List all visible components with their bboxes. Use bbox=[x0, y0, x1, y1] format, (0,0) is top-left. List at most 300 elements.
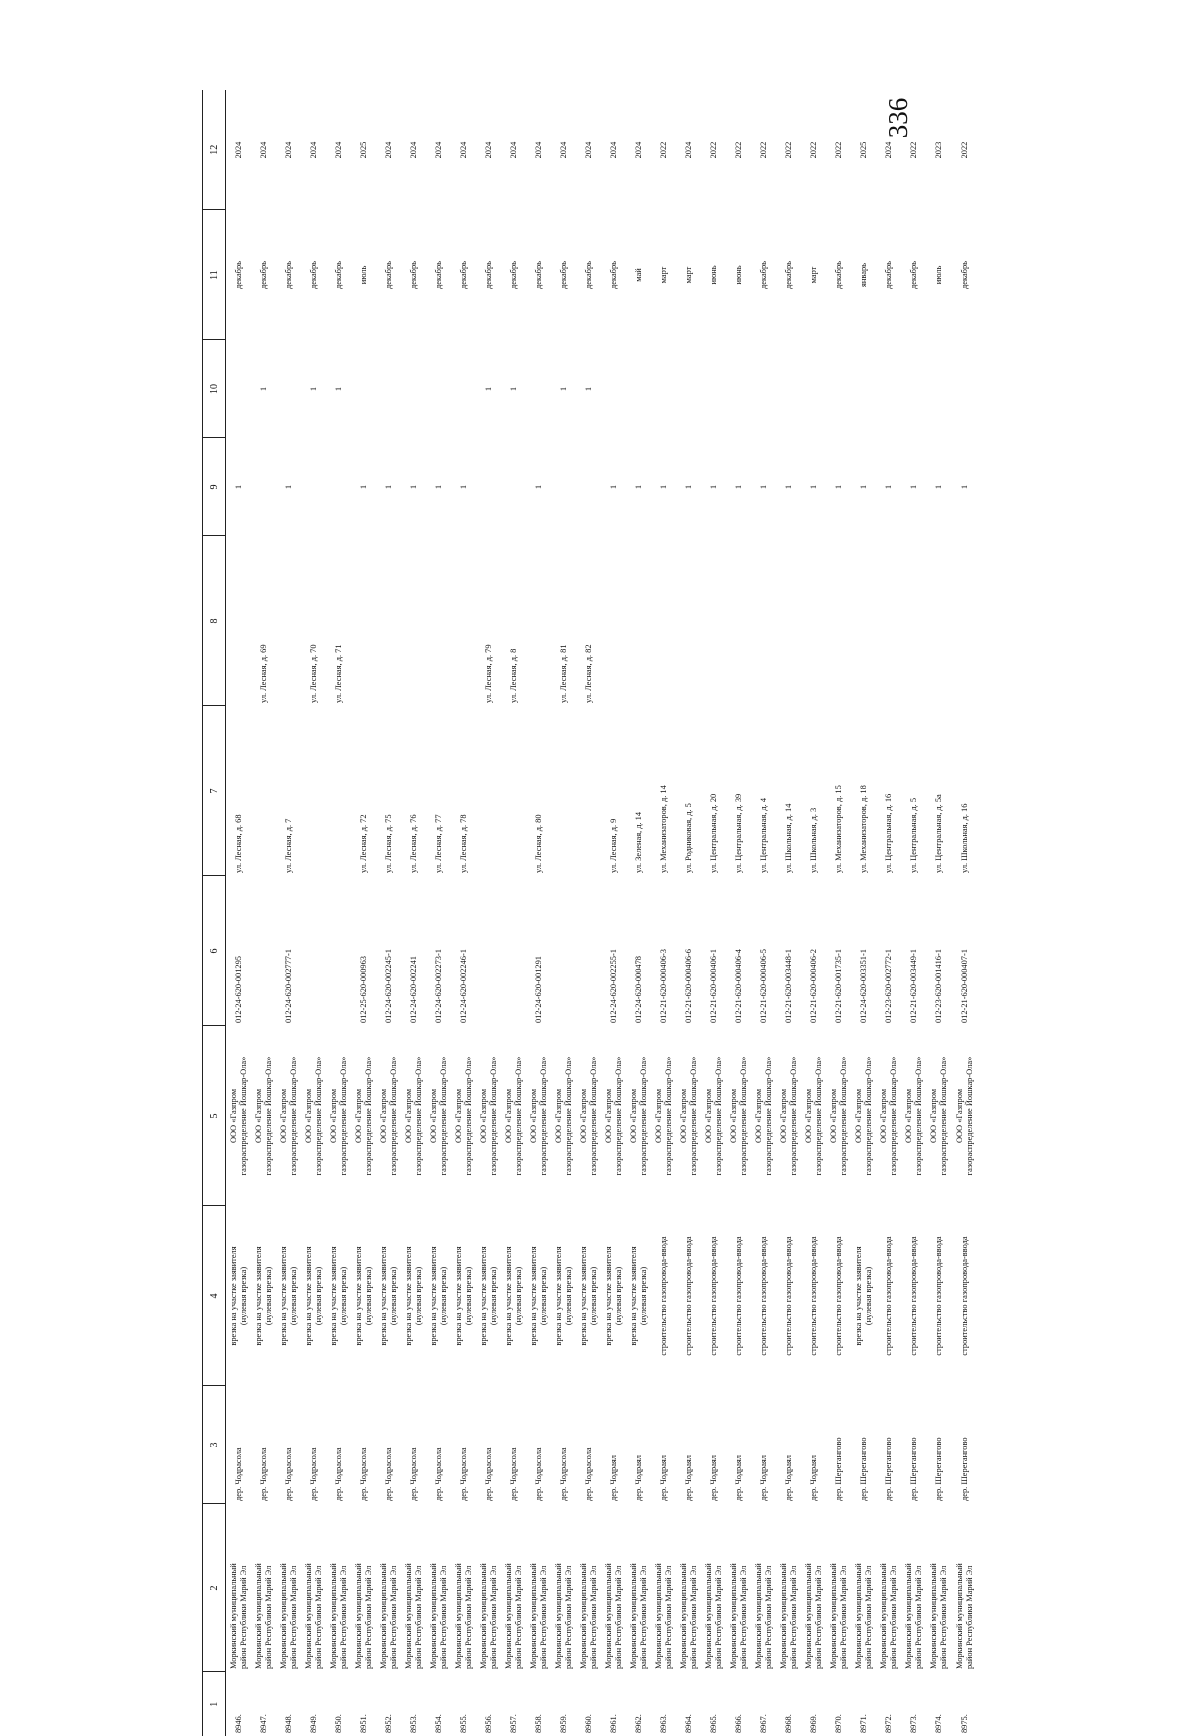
district-text-line: район Республики Марий Эл bbox=[738, 1565, 748, 1669]
address-cell-col8 bbox=[926, 536, 951, 706]
table-row bbox=[901, 90, 926, 1736]
application-id-cell bbox=[576, 876, 601, 1026]
row-number-cell: 8950. bbox=[333, 1714, 343, 1733]
count-cell-col10 bbox=[526, 340, 551, 438]
organization-text-line: газораспределение Йошкар-Ола» bbox=[738, 1056, 748, 1176]
district-cell bbox=[226, 1504, 252, 1672]
district-cell bbox=[651, 1504, 676, 1672]
settlement-cell: дер. Чодраял bbox=[708, 1455, 718, 1501]
address-cell-col7 bbox=[576, 706, 601, 876]
count-cell-col10: 1 bbox=[333, 386, 343, 392]
column-number-row bbox=[203, 90, 226, 1736]
row-number-cell: 8966. bbox=[733, 1714, 743, 1733]
month-cell: декабрь bbox=[758, 261, 768, 289]
year-cell: 2024 bbox=[533, 141, 543, 159]
row-number-cell: 8962. bbox=[633, 1714, 643, 1733]
address-cell-col7: ул. Зеленая, д. 14 bbox=[633, 811, 643, 873]
col-header-11: 11 bbox=[203, 210, 226, 340]
work-type-text-line: строительство газопровода-ввода bbox=[833, 1236, 843, 1356]
work-type-cell bbox=[276, 1206, 301, 1386]
address-cell-col7: ул. Лесная, д. 75 bbox=[383, 814, 393, 873]
address-cell-col8 bbox=[376, 536, 401, 706]
organization-text-line: ООО «Газпром bbox=[778, 1088, 788, 1144]
district-text-line: Моркинский муниципальный bbox=[553, 1563, 563, 1669]
month-cell: май bbox=[633, 268, 643, 282]
work-type-text-line: строительство газопровода-ввода bbox=[733, 1236, 743, 1356]
organization-text-line: газораспределение Йошкар-Ола» bbox=[363, 1056, 373, 1176]
district-text-line: район Республики Марий Эл bbox=[788, 1565, 798, 1669]
year-cell: 2022 bbox=[733, 141, 743, 159]
settlement-cell: дер. Чодрасола bbox=[233, 1447, 243, 1501]
count-cell-col9 bbox=[551, 438, 576, 536]
organization-cell bbox=[651, 1026, 676, 1206]
year-cell: 2024 bbox=[633, 141, 643, 159]
row-number-cell: 8973. bbox=[908, 1714, 918, 1733]
organization-cell bbox=[601, 1026, 626, 1206]
work-type-text-line: строительство газопровода-ввода bbox=[783, 1236, 793, 1356]
count-cell-col10 bbox=[726, 340, 751, 438]
address-cell-col8 bbox=[701, 536, 726, 706]
address-cell-col8: ул. Лесная, д. 8 bbox=[508, 648, 518, 703]
count-cell-col10 bbox=[451, 340, 476, 438]
organization-text-line: ООО «Газпром bbox=[753, 1088, 763, 1144]
district-text-line: район Республики Марий Эл bbox=[688, 1565, 698, 1669]
row-number-cell: 8958. bbox=[533, 1714, 543, 1733]
table-row bbox=[476, 90, 501, 1736]
count-cell-col9: 1 bbox=[283, 484, 293, 490]
count-cell-col9: 1 bbox=[783, 484, 793, 490]
application-id-cell: 012-21-620-000406-1 bbox=[708, 949, 718, 1023]
table-row bbox=[776, 90, 801, 1736]
work-type-cell bbox=[676, 1206, 701, 1386]
table-row bbox=[951, 90, 979, 1736]
district-text-line: Моркинский муниципальный bbox=[903, 1563, 913, 1669]
district-text-line: район Республики Марий Эл bbox=[563, 1565, 573, 1669]
work-type-text-line: врезка на участке заявителя bbox=[378, 1246, 388, 1346]
organization-text-line: ООО «Газпром bbox=[878, 1088, 888, 1144]
month-cell: декабрь bbox=[558, 261, 568, 289]
work-type-cell bbox=[251, 1206, 276, 1386]
count-cell-col9: 1 bbox=[858, 484, 868, 490]
address-cell-col7: ул. Лесная, д. 72 bbox=[358, 814, 368, 873]
district-text-line: Моркинский муниципальный bbox=[278, 1563, 288, 1669]
organization-text-line: ООО «Газпром bbox=[403, 1088, 413, 1144]
organization-text-line: газораспределение Йошкар-Ола» bbox=[288, 1056, 298, 1176]
district-text-line: район Республики Марий Эл bbox=[638, 1565, 648, 1669]
work-type-cell bbox=[351, 1206, 376, 1386]
address-cell-col8: ул. Лесная, д. 71 bbox=[333, 644, 343, 703]
table-row bbox=[251, 90, 276, 1736]
work-type-text-line: врезка на участке заявителя bbox=[228, 1246, 238, 1346]
count-cell-col9: 1 bbox=[658, 484, 668, 490]
district-text-line: район Республики Марий Эл bbox=[965, 1565, 974, 1669]
month-cell: декабрь bbox=[233, 261, 243, 289]
organization-cell bbox=[951, 1026, 979, 1206]
address-cell-col8 bbox=[776, 536, 801, 706]
organization-text-line: ООО «Газпром bbox=[228, 1088, 238, 1144]
work-type-text-line: врезка на участке заявителя bbox=[253, 1246, 263, 1346]
year-cell: 2023 bbox=[933, 141, 943, 159]
work-type-text-line: врезка на участке заявителя bbox=[328, 1246, 338, 1346]
work-type-cell bbox=[701, 1206, 726, 1386]
organization-text-line: ООО «Газпром bbox=[278, 1088, 288, 1144]
count-cell-col10 bbox=[276, 340, 301, 438]
year-cell: 2022 bbox=[833, 141, 843, 159]
count-cell-col9: 1 bbox=[833, 484, 843, 490]
count-cell-col10 bbox=[401, 340, 426, 438]
address-cell-col8 bbox=[601, 536, 626, 706]
count-cell-col9: 1 bbox=[933, 484, 943, 490]
application-id-cell: 012-24-620-003351-1 bbox=[858, 949, 868, 1023]
settlement-cell: дер. Чодраял bbox=[608, 1455, 618, 1501]
col-header-6: 6 bbox=[203, 876, 226, 1026]
address-cell-col8 bbox=[651, 536, 676, 706]
district-text-line: район Республики Марий Эл bbox=[713, 1565, 723, 1669]
month-cell: декабрь bbox=[883, 261, 893, 289]
count-cell-col9: 1 bbox=[458, 484, 468, 490]
count-cell-col10: 1 bbox=[558, 386, 568, 392]
organization-text-line: газораспределение Йошкар-Ола» bbox=[788, 1056, 798, 1176]
organization-cell bbox=[526, 1026, 551, 1206]
year-cell: 2024 bbox=[233, 141, 243, 159]
settlement-cell: дер. Чодраял bbox=[758, 1455, 768, 1501]
organization-text-line: ООО «Газпром bbox=[853, 1088, 863, 1144]
work-type-text-line: строительство газопровода-ввода bbox=[808, 1236, 818, 1356]
settlement-cell: дер. Чодраял bbox=[733, 1455, 743, 1501]
month-cell: декабрь bbox=[408, 261, 418, 289]
organization-text-line: газораспределение Йошкар-Ола» bbox=[313, 1056, 323, 1176]
work-type-text-line: (нулевая врезка) bbox=[488, 1266, 498, 1326]
district-text-line: район Республики Марий Эл bbox=[413, 1565, 423, 1669]
table-row bbox=[301, 90, 326, 1736]
application-id-cell: 012-24-620-002273-1 bbox=[433, 949, 443, 1023]
settlement-cell: дер. Шерегангово bbox=[933, 1437, 943, 1501]
work-type-text-line: (нулевая врезка) bbox=[363, 1266, 373, 1326]
district-text-line: Моркинский муниципальный bbox=[878, 1563, 888, 1669]
organization-cell bbox=[751, 1026, 776, 1206]
application-id-cell: 012-21-620-003448-1 bbox=[783, 949, 793, 1023]
district-cell bbox=[901, 1504, 926, 1672]
address-cell-col7: ул. Лесная, д. 7 bbox=[283, 818, 293, 873]
organization-text-line: газораспределение Йошкар-Ола» bbox=[888, 1056, 898, 1176]
address-cell-col7 bbox=[476, 706, 501, 876]
district-text-line: Моркинский муниципальный bbox=[478, 1563, 488, 1669]
table-row bbox=[826, 90, 851, 1736]
table-row bbox=[501, 90, 526, 1736]
address-cell-col8 bbox=[826, 536, 851, 706]
application-id-cell bbox=[501, 876, 526, 1026]
row-number-cell: 8951. bbox=[358, 1714, 368, 1733]
work-type-text-line: строительство газопровода-ввода bbox=[960, 1236, 970, 1356]
district-text-line: район Республики Марий Эл bbox=[488, 1565, 498, 1669]
organization-text-line: газораспределение Йошкар-Ола» bbox=[388, 1056, 398, 1176]
settlement-cell: дер. Шерегангово bbox=[858, 1437, 868, 1501]
count-cell-col9 bbox=[476, 438, 501, 536]
work-type-text-line: (нулевая врезка) bbox=[388, 1266, 398, 1326]
work-type-text-line: врезка на участке заявителя bbox=[303, 1246, 313, 1346]
district-cell bbox=[276, 1504, 301, 1672]
month-cell: декабрь bbox=[533, 261, 543, 289]
month-cell: декабрь bbox=[508, 261, 518, 289]
count-cell-col9: 1 bbox=[533, 484, 543, 490]
count-cell-col10 bbox=[826, 340, 851, 438]
count-cell-col10 bbox=[426, 340, 451, 438]
organization-text-line: газораспределение Йошкар-Ола» bbox=[538, 1056, 548, 1176]
work-type-cell bbox=[226, 1206, 252, 1386]
organization-cell bbox=[826, 1026, 851, 1206]
month-cell: декабрь bbox=[433, 261, 443, 289]
table-row bbox=[926, 90, 951, 1736]
organization-cell bbox=[326, 1026, 351, 1206]
district-cell bbox=[926, 1504, 951, 1672]
organization-cell bbox=[626, 1026, 651, 1206]
organization-cell bbox=[376, 1026, 401, 1206]
district-text-line: район Республики Марий Эл bbox=[263, 1565, 273, 1669]
count-cell-col9 bbox=[251, 438, 276, 536]
table-row bbox=[376, 90, 401, 1736]
district-text-line: район Республики Марий Эл bbox=[438, 1565, 448, 1669]
address-cell-col8 bbox=[526, 536, 551, 706]
year-cell: 2024 bbox=[508, 141, 518, 159]
organization-text-line: газораспределение Йошкар-Ола» bbox=[638, 1056, 648, 1176]
count-cell-col10 bbox=[926, 340, 951, 438]
organization-cell bbox=[776, 1026, 801, 1206]
organization-text-line: ООО «Газпром bbox=[828, 1088, 838, 1144]
work-type-text-line: врезка на участке заявителя bbox=[278, 1246, 288, 1346]
count-cell-col9: 1 bbox=[608, 484, 618, 490]
col-header-8: 8 bbox=[203, 536, 226, 706]
row-number-cell: 8961. bbox=[608, 1714, 618, 1733]
work-type-cell bbox=[526, 1206, 551, 1386]
organization-text-line: ООО «Газпром bbox=[353, 1088, 363, 1144]
count-cell-col10: 1 bbox=[483, 386, 493, 392]
page-number: 336 bbox=[882, 97, 913, 139]
work-type-text-line: (нулевая врезка) bbox=[313, 1266, 323, 1326]
row-number-cell: 8948. bbox=[283, 1714, 293, 1733]
work-type-text-line: строительство газопровода-ввода bbox=[683, 1236, 693, 1356]
work-type-cell bbox=[651, 1206, 676, 1386]
count-cell-col9 bbox=[576, 438, 601, 536]
address-cell-col7: ул. Лесная, д. 76 bbox=[408, 814, 418, 873]
count-cell-col9 bbox=[301, 438, 326, 536]
district-text-line: район Республики Марий Эл bbox=[338, 1565, 348, 1669]
application-id-cell: 012-21-620-000406-5 bbox=[758, 949, 768, 1023]
district-text-line: район Республики Марий Эл bbox=[238, 1565, 248, 1669]
organization-text-line: газораспределение Йошкар-Ола» bbox=[413, 1056, 423, 1176]
district-text-line: район Республики Марий Эл bbox=[588, 1565, 598, 1669]
address-cell-col8: ул. Лесная, д. 70 bbox=[308, 644, 318, 703]
organization-text-line: газораспределение Йошкар-Ола» bbox=[588, 1056, 598, 1176]
organization-text-line: ООО «Газпром bbox=[703, 1088, 713, 1144]
organization-cell bbox=[851, 1026, 876, 1206]
table-row bbox=[326, 90, 351, 1736]
col-header-12: 12 bbox=[203, 90, 226, 210]
year-cell: 2024 bbox=[483, 141, 493, 159]
organization-cell bbox=[901, 1026, 926, 1206]
organization-text-line: ООО «Газпром bbox=[328, 1088, 338, 1144]
settlement-cell: дер. Шерегангово bbox=[960, 1437, 970, 1501]
organization-cell bbox=[401, 1026, 426, 1206]
month-cell: июль bbox=[933, 265, 943, 285]
district-text-line: Моркинский муниципальный bbox=[703, 1563, 713, 1669]
month-cell: март bbox=[808, 266, 818, 284]
work-type-cell bbox=[576, 1206, 601, 1386]
work-type-text-line: (нулевая врезка) bbox=[863, 1266, 873, 1326]
application-id-cell: 012-21-620-000406-2 bbox=[808, 949, 818, 1023]
year-cell: 2024 bbox=[558, 141, 568, 159]
work-type-cell bbox=[726, 1206, 751, 1386]
settlement-cell: дер. Чодраял bbox=[633, 1455, 643, 1501]
district-text-line: Моркинский муниципальный bbox=[603, 1563, 613, 1669]
work-type-text-line: (нулевая врезка) bbox=[638, 1266, 648, 1326]
district-cell bbox=[851, 1504, 876, 1672]
count-cell-col9: 1 bbox=[708, 484, 718, 490]
work-type-text-line: (нулевая врезка) bbox=[238, 1266, 248, 1326]
address-cell-col7: ул. Родниковая, д. 5 bbox=[683, 803, 693, 873]
settlement-cell: дер. Чодрасола bbox=[258, 1447, 268, 1501]
organization-cell bbox=[551, 1026, 576, 1206]
work-type-text-line: (нулевая врезка) bbox=[413, 1266, 423, 1326]
organization-text-line: газораспределение Йошкар-Ола» bbox=[938, 1056, 948, 1176]
work-type-cell bbox=[951, 1206, 979, 1386]
count-cell-col10 bbox=[626, 340, 651, 438]
address-cell-col8: ул. Лесная, д. 81 bbox=[558, 644, 568, 703]
count-cell-col10 bbox=[901, 340, 926, 438]
organization-cell bbox=[476, 1026, 501, 1206]
application-id-cell: 012-23-620-001416-1 bbox=[933, 949, 943, 1023]
application-id-cell: 012-24-620-000478 bbox=[633, 956, 643, 1023]
district-text-line: район Республики Марий Эл bbox=[363, 1565, 373, 1669]
organization-text-line: газораспределение Йошкар-Ола» bbox=[713, 1056, 723, 1176]
district-text-line: Моркинский муниципальный bbox=[328, 1563, 338, 1669]
organization-text-line: ООО «Газпром bbox=[628, 1088, 638, 1144]
row-number-cell: 8967. bbox=[758, 1714, 768, 1733]
work-type-cell bbox=[901, 1206, 926, 1386]
application-id-cell: 012-21-620-000407-1 bbox=[960, 949, 970, 1023]
district-text-line: район Республики Марий Эл bbox=[288, 1565, 298, 1669]
table-row bbox=[876, 90, 901, 1736]
table-row bbox=[526, 90, 551, 1736]
organization-text-line: газораспределение Йошкар-Ола» bbox=[338, 1056, 348, 1176]
work-type-cell bbox=[851, 1206, 876, 1386]
address-cell-col7 bbox=[301, 706, 326, 876]
application-id-cell: 012-21-620-000406-3 bbox=[658, 949, 668, 1023]
count-cell-col10 bbox=[376, 340, 401, 438]
settlement-cell: дер. Чодрасола bbox=[483, 1447, 493, 1501]
year-cell: 2024 bbox=[333, 141, 343, 159]
organization-cell bbox=[426, 1026, 451, 1206]
count-cell-col9: 1 bbox=[633, 484, 643, 490]
table-row bbox=[751, 90, 776, 1736]
organization-text-line: газораспределение Йошкар-Ола» bbox=[688, 1056, 698, 1176]
application-id-cell bbox=[326, 876, 351, 1026]
district-cell bbox=[351, 1504, 376, 1672]
district-text-line: Моркинский муниципальный bbox=[653, 1563, 663, 1669]
count-cell-col9: 1 bbox=[883, 484, 893, 490]
application-id-cell: 012-24-620-002241 bbox=[408, 956, 418, 1023]
district-text-line: район Республики Марий Эл bbox=[863, 1565, 873, 1669]
count-cell-col9: 1 bbox=[960, 484, 970, 490]
count-cell-col10: 1 bbox=[583, 386, 593, 392]
month-cell: июнь bbox=[733, 265, 743, 285]
year-cell: 2022 bbox=[658, 141, 668, 159]
application-id-cell: 012-24-620-002246-1 bbox=[458, 949, 468, 1023]
work-type-text-line: строительство газопровода-ввода bbox=[758, 1236, 768, 1356]
address-cell-col7: ул. Школьная, д. 16 bbox=[960, 803, 970, 873]
row-number-cell: 8947. bbox=[258, 1714, 268, 1733]
district-cell bbox=[301, 1504, 326, 1672]
district-text-line: район Республики Марий Эл bbox=[463, 1565, 473, 1669]
work-type-text-line: (нулевая врезка) bbox=[613, 1266, 623, 1326]
organization-cell bbox=[701, 1026, 726, 1206]
work-type-text-line: врезка на участке заявителя bbox=[603, 1246, 613, 1346]
work-type-text-line: врезка на участке заявителя bbox=[453, 1246, 463, 1346]
settlement-cell: дер. Чодраял bbox=[808, 1455, 818, 1501]
month-cell: декабрь bbox=[960, 261, 970, 289]
count-cell-col10 bbox=[776, 340, 801, 438]
col-header-1: 1 bbox=[203, 1672, 226, 1736]
work-type-cell bbox=[301, 1206, 326, 1386]
month-cell: декабрь bbox=[783, 261, 793, 289]
count-cell-col10 bbox=[876, 340, 901, 438]
work-type-text-line: строительство газопровода-ввода bbox=[658, 1236, 668, 1356]
organization-cell bbox=[576, 1026, 601, 1206]
work-type-cell bbox=[751, 1206, 776, 1386]
col-header-3: 3 bbox=[203, 1386, 226, 1504]
row-number-cell: 8960. bbox=[583, 1714, 593, 1733]
district-cell bbox=[526, 1504, 551, 1672]
count-cell-col9: 1 bbox=[383, 484, 393, 490]
work-type-text-line: врезка на участке заявителя bbox=[428, 1246, 438, 1346]
organization-text-line: газораспределение Йошкар-Ола» bbox=[238, 1056, 248, 1176]
table-row bbox=[726, 90, 751, 1736]
district-cell bbox=[326, 1504, 351, 1672]
address-cell-col8: ул. Лесная, д. 82 bbox=[583, 644, 593, 703]
table-row bbox=[851, 90, 876, 1736]
count-cell-col10 bbox=[851, 340, 876, 438]
organization-text-line: газораспределение Йошкар-Ола» bbox=[763, 1056, 773, 1176]
district-text-line: Моркинский муниципальный bbox=[228, 1563, 238, 1669]
settlement-cell: дер. Чодрасола bbox=[508, 1447, 518, 1501]
month-cell: декабрь bbox=[333, 261, 343, 289]
month-cell: декабрь bbox=[483, 261, 493, 289]
month-cell: декабрь bbox=[583, 261, 593, 289]
organization-cell bbox=[451, 1026, 476, 1206]
count-cell-col10: 1 bbox=[258, 386, 268, 392]
work-type-text-line: врезка на участке заявителя bbox=[353, 1246, 363, 1346]
organization-text-line: ООО «Газпром bbox=[528, 1088, 538, 1144]
year-cell: 2024 bbox=[683, 141, 693, 159]
district-cell bbox=[401, 1504, 426, 1672]
district-cell bbox=[426, 1504, 451, 1672]
district-text-line: район Республики Марий Эл bbox=[913, 1565, 923, 1669]
address-cell-col8 bbox=[276, 536, 301, 706]
address-cell-col8: ул. Лесная, д. 69 bbox=[258, 644, 268, 703]
count-cell-col9: 1 bbox=[358, 484, 368, 490]
organization-cell bbox=[726, 1026, 751, 1206]
application-id-cell bbox=[551, 876, 576, 1026]
count-cell-col10 bbox=[751, 340, 776, 438]
year-cell: 2024 bbox=[383, 141, 393, 159]
table-row bbox=[451, 90, 476, 1736]
settlement-cell: дер. Чодрасола bbox=[433, 1447, 443, 1501]
count-cell-col9 bbox=[326, 438, 351, 536]
district-cell bbox=[701, 1504, 726, 1672]
application-id-cell bbox=[301, 876, 326, 1026]
address-cell-col7: ул. Механизаторов, д. 18 bbox=[858, 785, 868, 873]
row-number-cell: 8964. bbox=[683, 1714, 693, 1733]
work-type-cell bbox=[876, 1206, 901, 1386]
